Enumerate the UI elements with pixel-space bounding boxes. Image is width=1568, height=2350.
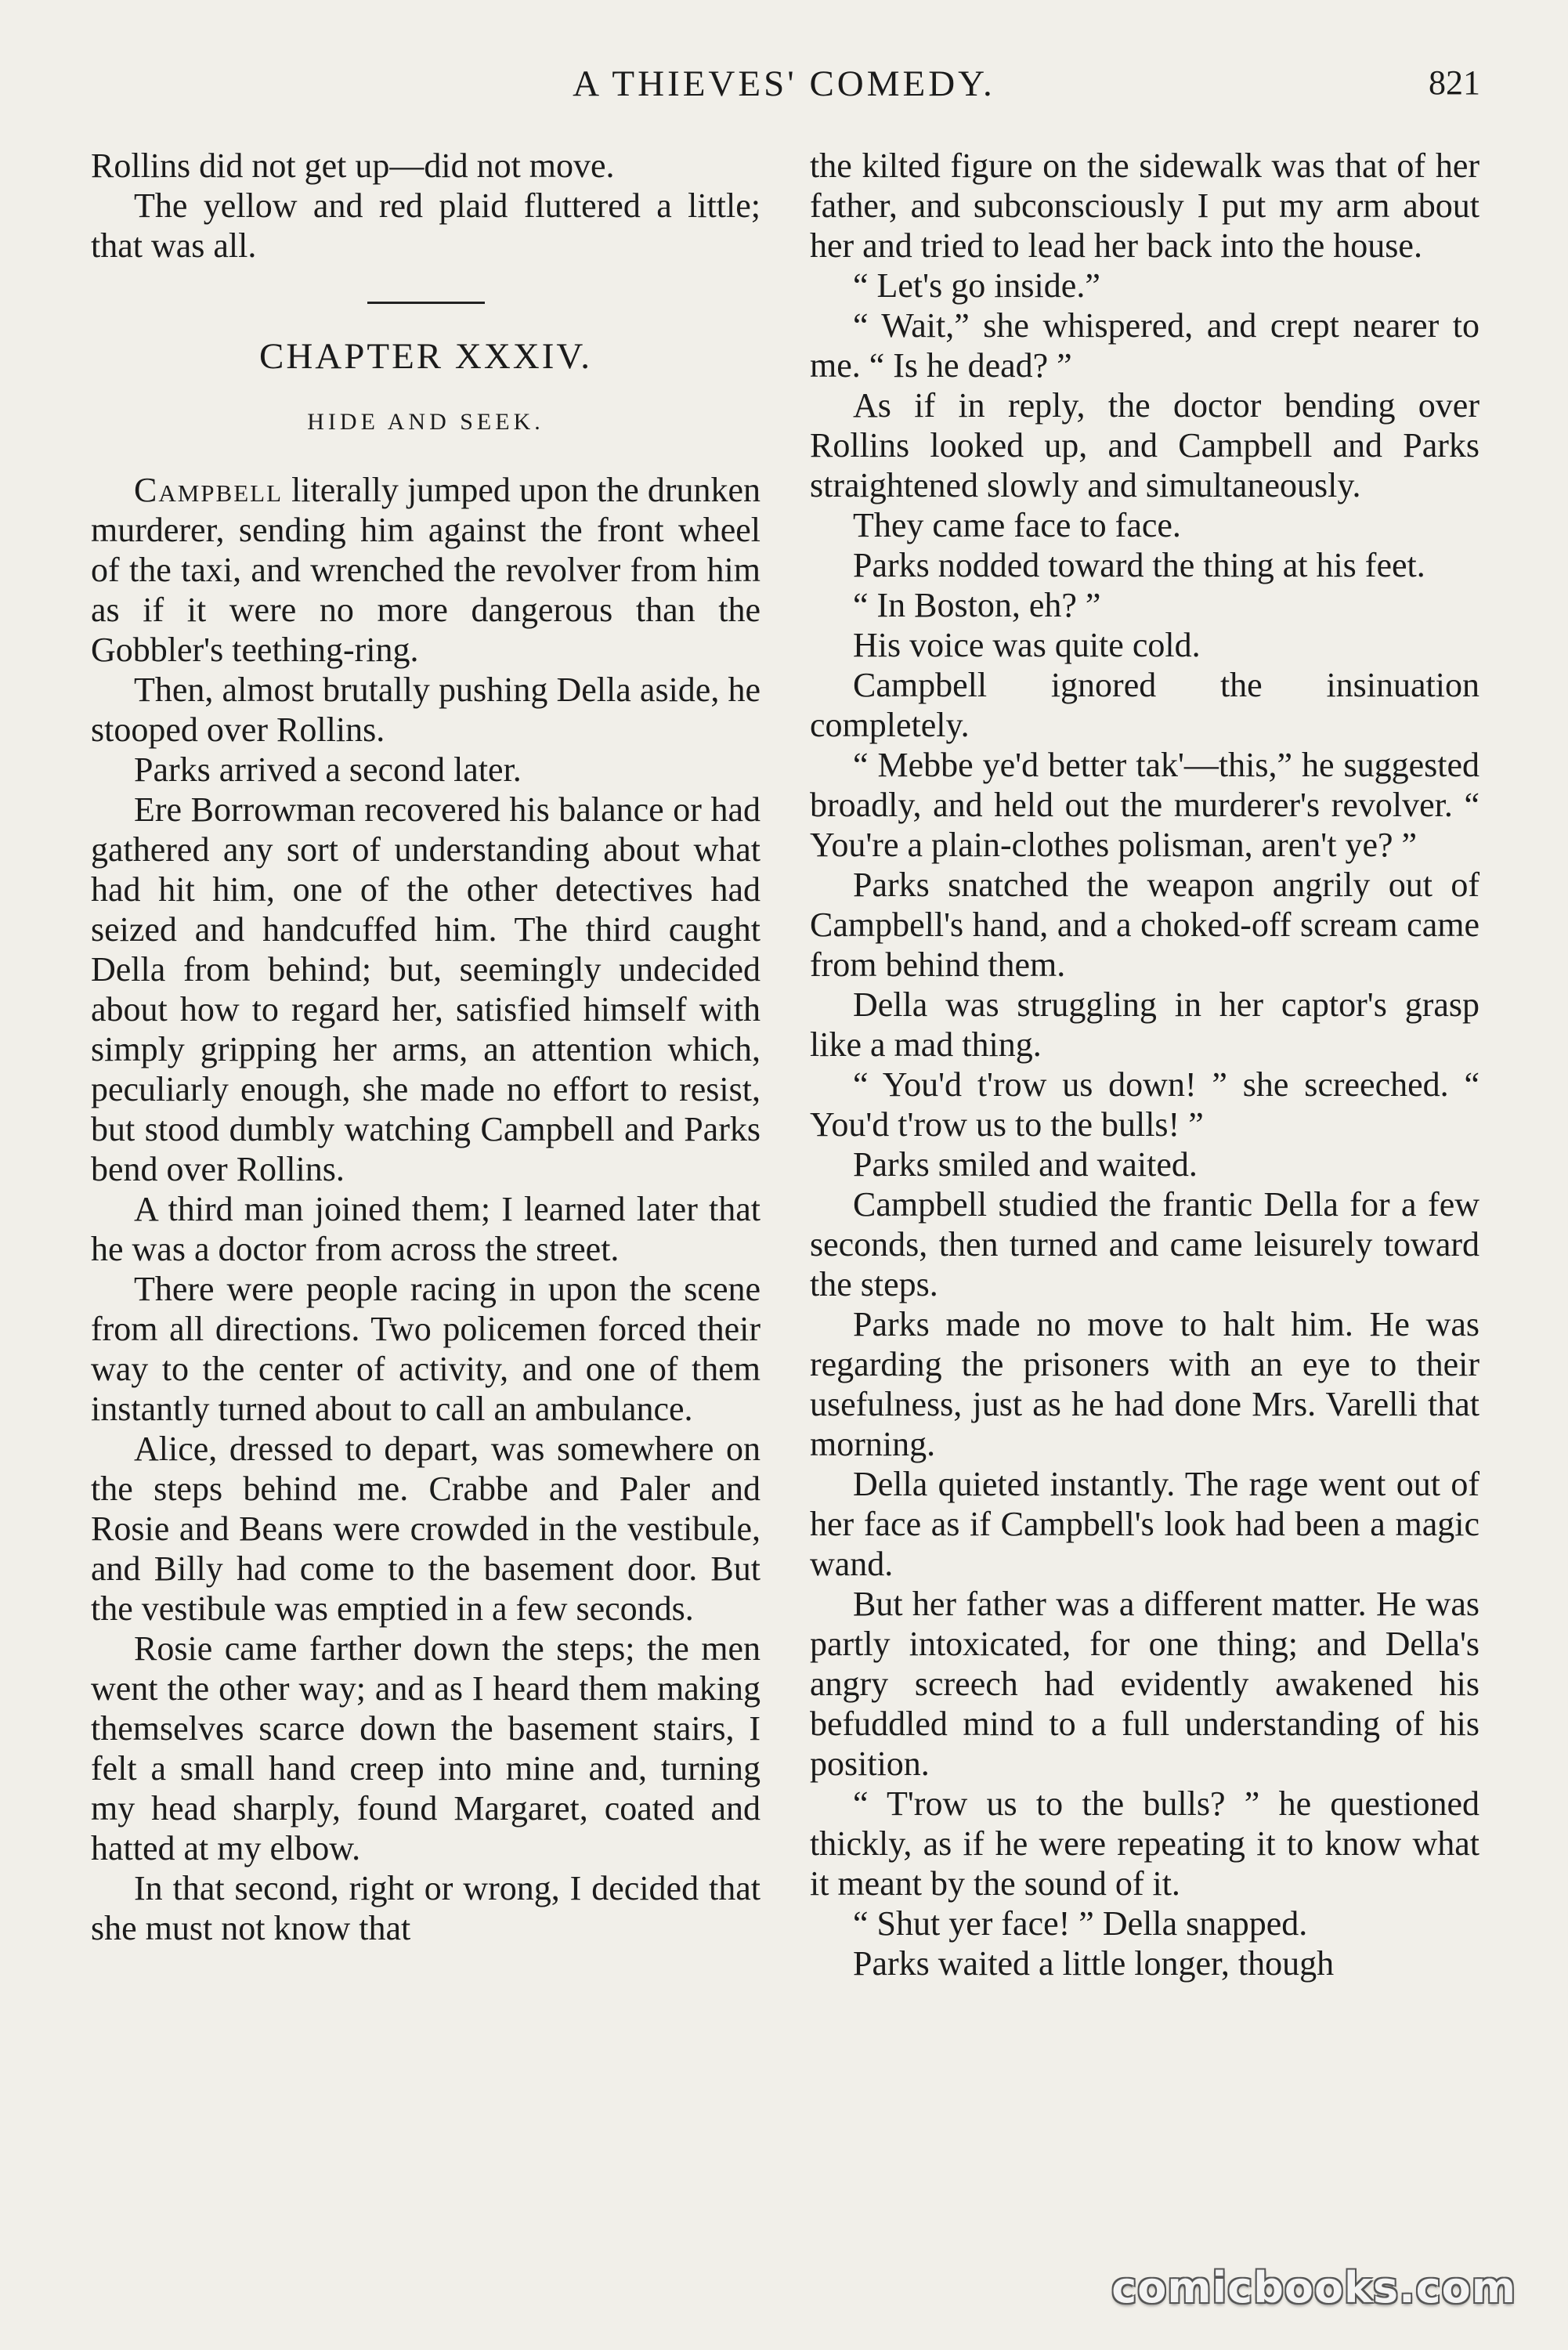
- paragraph: “ Let's go inside.”: [853, 266, 1100, 305]
- paragraph: “ You'd t'row us down! ” she screeched. “ You'd t'row us to the bulls! ”: [810, 1065, 1479, 1144]
- running-title: A THIEVES' COMEDY.: [573, 63, 995, 104]
- paragraph: “ Shut yer face! ” Della snapped.: [853, 1904, 1308, 1943]
- page-header: [0, 55, 1568, 118]
- paragraph: “ T'row us to the bulls? ” he questioned thickly, as if he were repeating it to know what it meant by the sound of it.: [810, 1784, 1479, 1903]
- chapter-title: CHAPTER XXXIV.: [259, 336, 592, 377]
- paragraph: “ Mebbe ye'd better tak'—this,” he suggested broadly, and held out the murderer's revolver. “ You're a plain-clothes polisman, aren't ye? ”: [810, 746, 1479, 864]
- left-column: [91, 146, 761, 1948]
- paragraph: Parks made no move to halt him. He was regarding the prisoners with an eye to their usefulness, just as he had done Mrs. Varelli that morning.: [810, 1305, 1479, 1463]
- paragraph: His voice was quite cold.: [853, 626, 1201, 664]
- lead-in-word: Campbell: [134, 471, 284, 509]
- paragraph-text: literally jumped upon the drunken murderer, sending him against the front wheel of the taxi, and wrenched the revolver from him as if it were no more dangerous than the Gobbler's teething-ring.: [91, 471, 761, 669]
- paragraph: But her father was a different matter. He was partly intoxicated, for one thing; and Della's angry screech had evidently awakened his befuddled mind to a full understanding of his position.: [810, 1585, 1479, 1783]
- paragraph: A third man joined them; I learned later that he was a doctor from across the street.: [91, 1190, 761, 1268]
- paragraph: The yellow and red plaid fluttered a little; that was all.: [91, 186, 761, 265]
- paragraph: [91, 470, 761, 670]
- paragraph: In that second, right or wrong, I decided that she must not know that: [91, 1869, 761, 1947]
- paragraph: Campbell ignored the insinuation completely.: [810, 666, 1479, 744]
- paragraph: Rosie came farther down the steps; the men went the other way; and as I heard them making themselves scarce down the basement stairs, I felt a small hand creep into mine and, turning my head sharply, found Margaret, coated and hatted at my elbow.: [91, 1629, 761, 1867]
- paragraph: Ere Borrowman recovered his balance or had gathered any sort of understanding about what had hit him, one of the other detectives had seized and handcuffed him. The third caught Della from behind; but, seemingly undecided about how to regard her, satisfied himself with simply gripping her arms, an attention which, peculiarly enough, she made no effort to resist, but stood dumbly watching Campbell and Parks bend over Rollins.: [91, 790, 761, 1188]
- paragraph: Parks waited a little longer, though: [853, 1944, 1335, 1983]
- paragraph: As if in reply, the doctor bending over Rollins looked up, and Campbell and Parks straightened slowly and simultaneously.: [810, 386, 1479, 504]
- paragraph: Campbell studied the frantic Della for a few seconds, then turned and came leisurely toward the steps.: [810, 1185, 1479, 1303]
- paragraph: Parks nodded toward the thing at his feet.: [853, 546, 1425, 584]
- paragraph: Parks arrived a second later.: [134, 750, 522, 789]
- chapter-subtitle: HIDE AND SEEK.: [307, 409, 544, 435]
- paragraph: They came face to face.: [853, 506, 1181, 544]
- paragraph: Della was struggling in her captor's grasp like a mad thing.: [810, 985, 1479, 1064]
- page-number: 821: [1429, 63, 1480, 102]
- paragraph: Parks smiled and waited.: [853, 1145, 1198, 1184]
- paragraph: Della quieted instantly. The rage went out of her face as if Campbell's look had been a magic wand.: [810, 1465, 1479, 1583]
- paragraph: Then, almost brutally pushing Della aside, he stooped over Rollins.: [91, 671, 761, 749]
- watermark: comicbooks.com: [1111, 2263, 1516, 2312]
- section-divider: [367, 302, 485, 304]
- paragraph: the kilted figure on the sidewalk was that of her father, and subconsciously I put my arm about her and tried to lead her back into the house.: [810, 146, 1479, 265]
- paragraph: “ In Boston, eh? ”: [853, 586, 1101, 624]
- right-column: [810, 146, 1479, 1983]
- paragraph: Alice, dressed to depart, was somewhere on the steps behind me. Crabbe and Paler and Rosie and Beans were crowded in the vestibule, and Billy had come to the basement door. But the vestibule was emptied in a few seconds.: [91, 1430, 761, 1628]
- paragraph: There were people racing in upon the scene from all directions. Two policemen forced their way to the center of activity, and one of them instantly turned about to call an ambulance.: [91, 1270, 761, 1428]
- paragraph: Rollins did not get up—did not move.: [91, 146, 615, 185]
- paragraph: “ Wait,” she whispered, and crept nearer to me. “ Is he dead? ”: [810, 306, 1479, 385]
- paragraph: Parks snatched the weapon angrily out of Campbell's hand, and a choked-off scream came from behind them.: [810, 866, 1479, 984]
